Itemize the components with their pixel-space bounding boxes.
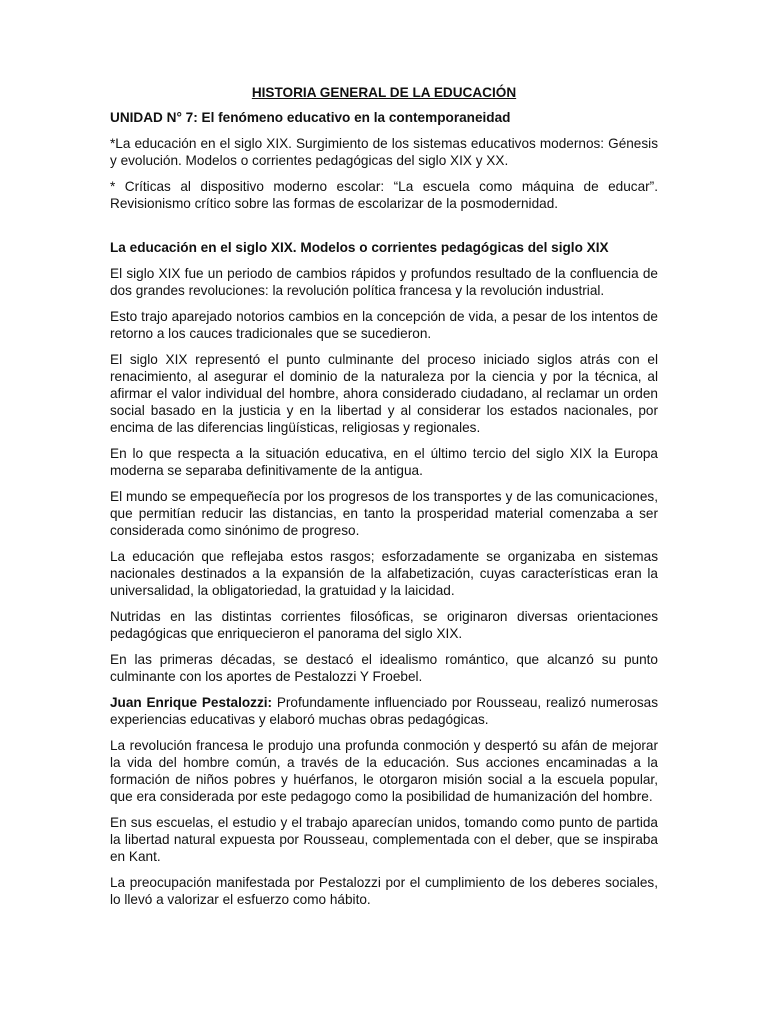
document-title: HISTORIA GENERAL DE LA EDUCACIÓN bbox=[251, 85, 517, 100]
section-heading: La educación en el siglo XIX. Modelos o corrientes pedagógicas del siglo XIX bbox=[110, 240, 609, 255]
paragraph: En las primeras décadas, se destacó el idealismo romántico, que alcanzó su punto culminante con los aportes de Pestalozzi Y Froebel. bbox=[110, 652, 658, 684]
person-name: Juan Enrique Pestalozzi: bbox=[110, 695, 273, 710]
unit-title: UNIDAD N° 7: El fenómeno educativo en la contemporaneidad bbox=[110, 110, 511, 125]
paragraph: La preocupación manifestada por Pestalozzi por el cumplimiento de los deberes sociales, lo llevó a valorizar el esfuerzo como hábito. bbox=[110, 875, 658, 907]
paragraph-pestalozzi bbox=[110, 694, 658, 728]
paragraph: En sus escuelas, el estudio y el trabajo aparecían unidos, tomando como punto de partida la libertad natural expuesta por Rousseau, complementada con el deber, que se inspiraba en Kant. bbox=[110, 815, 658, 864]
paragraph: Esto trajo aparejado notorios cambios en la concepción de vida, a pesar de los intentos de retorno a los cauces tradicionales que se sucedieron. bbox=[110, 309, 658, 341]
paragraph: El siglo XIX fue un periodo de cambios rápidos y profundos resultado de la confluencia de dos grandes revoluciones: la revolución política francesa y la revolución industrial. bbox=[110, 266, 658, 298]
paragraph: El siglo XIX representó el punto culminante del proceso iniciado siglos atrás con el renacimiento, al asegurar el dominio de la naturaleza por la ciencia y por la técnica, al afirmar el valor individual del hombre, ahora considerado ciudadano, al reclamar un orden social basado en la justicia y en la libertad y al considerar los estados nacionales, por encima de las diferencias lingüísticas, religiosas y regionales. bbox=[110, 352, 658, 435]
paragraph: En lo que respecta a la situación educativa, en el último tercio del siglo XIX la Europa moderna se separaba definitivamente de la antigua. bbox=[110, 446, 658, 478]
topic-item: * Críticas al dispositivo moderno escolar: “La escuela como máquina de educar”. Revisionismo crítico sobre las formas de escolarizar de la posmodernidad. bbox=[110, 179, 658, 211]
paragraph: Nutridas en las distintas corrientes filosóficas, se originaron diversas orientaciones pedagógicas que enriquecieron el panorama del siglo XIX. bbox=[110, 609, 658, 641]
paragraph: La educación que reflejaba estos rasgos; esforzadamente se organizaba en sistemas nacionales destinados a la expansión de la alfabetización, cuyas características eran la universalidad, la obligatoriedad, la gratuidad y la laicidad. bbox=[110, 549, 658, 598]
paragraph-text: Profundamente influenciado por Rousseau, realizó numerosas experiencias educativas y elaboró muchas obras pedagógicas. bbox=[110, 695, 658, 727]
topic-item: *La educación en el siglo XIX. Surgimiento de los sistemas educativos modernos: Génesis y evolución. Modelos o corrientes pedagógicas del siglo XIX y XX. bbox=[110, 136, 658, 168]
paragraph: La revolución francesa le produjo una profunda conmoción y despertó su afán de mejorar la vida del hombre común, a través de la educación. Sus acciones encaminadas a la formación de niños pobres y huérfanos, le otorgaron misión social a la escuela popular, que era considerada por este pedagogo como la posibilidad de humanización del hombre. bbox=[110, 738, 658, 804]
paragraph: El mundo se empequeñecía por los progresos de los transportes y de las comunicaciones, que permitían reducir las distancias, en tanto la prosperidad material comenzaba a ser considerada como sinónimo de progreso. bbox=[110, 489, 658, 538]
document-page bbox=[110, 84, 658, 917]
